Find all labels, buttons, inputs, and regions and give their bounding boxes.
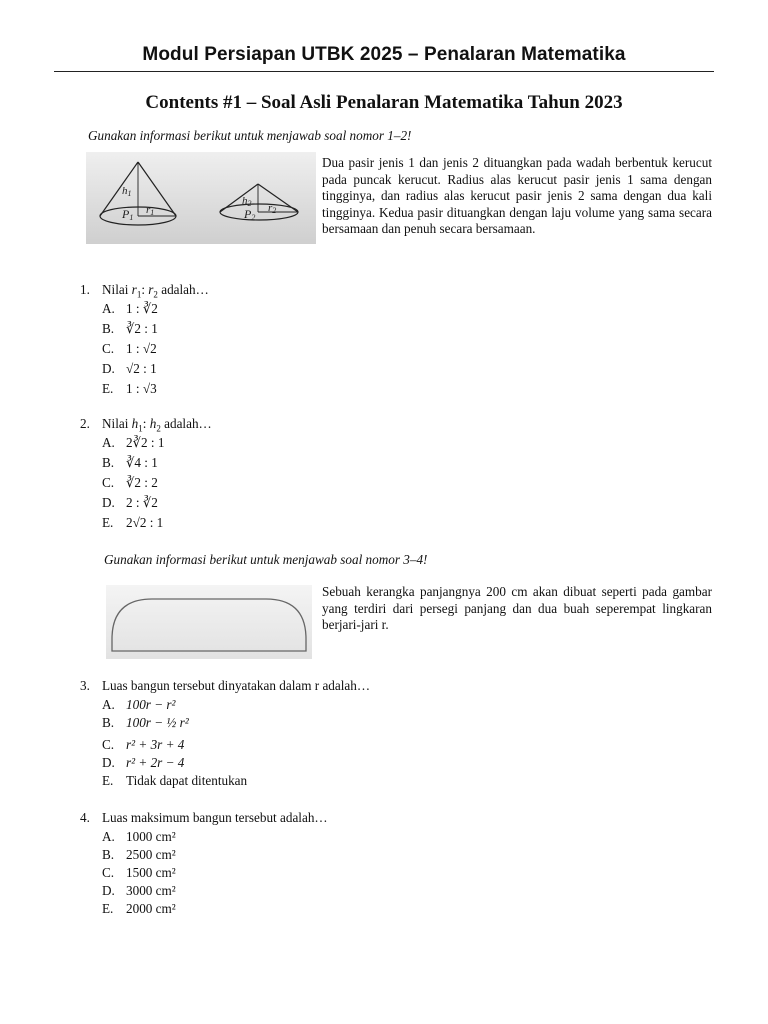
question-text: Luas maksimum bangun tersebut adalah…: [102, 810, 328, 825]
option-c: C. 1 : √2: [102, 341, 157, 356]
question-text: Nilai $r_1$: $r_2$ adalah…: [102, 282, 209, 300]
label-h1: h1: [122, 185, 132, 198]
option-b: B. ∛4 : 1: [102, 455, 158, 470]
label-p2: P2: [244, 207, 256, 222]
question-3: [80, 678, 680, 791]
option-d: D. r² + 2r − 4: [102, 755, 185, 770]
option-e: E. 2√2 : 1: [102, 515, 164, 530]
label-r2: r2: [268, 202, 277, 215]
option-e: E. 1 : √3: [102, 381, 157, 396]
question-number: 2.: [80, 416, 90, 431]
option-a: A. 100r − r²: [102, 697, 176, 712]
question-2: [80, 416, 680, 535]
question-4: [80, 810, 680, 919]
instruction-3-4: Gunakan informasi berikut untuk menjawab soal nomor 3–4!: [104, 552, 428, 567]
module-header: Modul Persiapan UTBK 2025 – Penalaran Matematika: [142, 44, 626, 65]
label-h2: h2: [242, 195, 252, 208]
question-number: 4.: [80, 810, 90, 825]
option-a: A. 1 : ∛2: [102, 301, 158, 316]
question-text: Nilai $h_1$: $h_2$ adalah…: [102, 416, 212, 434]
option-d: D. 3000 cm²: [102, 883, 176, 898]
option-a: A. 2∛2 : 1: [102, 435, 165, 450]
option-a: A. 1000 cm²: [102, 829, 176, 844]
option-e: E. 2000 cm²: [102, 901, 176, 916]
question-number: 3.: [80, 678, 90, 693]
option-d: D. 2 : ∛2: [102, 495, 158, 510]
label-r1: r1: [146, 204, 155, 217]
option-c: C. ∛2 : 2: [102, 475, 158, 490]
label-p1: P1: [122, 207, 134, 222]
option-c: C. r² + 3r + 4: [102, 737, 185, 752]
option-b: B. 100r − ½ r²: [102, 715, 189, 730]
instruction-1-2: Gunakan informasi berikut untuk menjawab soal nomor 1–2!: [88, 128, 412, 143]
cones-diagram: [86, 152, 316, 244]
option-d: D. √2 : 1: [102, 361, 157, 376]
contents-title: Contents #1 – Soal Asli Penalaran Matematika Tahun 2023: [145, 92, 623, 113]
cones-figure: [86, 152, 316, 244]
header-divider: [54, 71, 714, 72]
frame-diagram: [106, 585, 312, 659]
question-1: [80, 282, 680, 401]
question-text: Luas bangun tersebut dinyatakan dalam r adalah…: [102, 678, 371, 693]
option-b: B. 2500 cm²: [102, 847, 176, 862]
frame-figure: [106, 585, 312, 659]
option-b: B. ∛2 : 1: [102, 321, 158, 336]
option-e: E. Tidak dapat ditentukan: [102, 773, 248, 788]
question-number: 1.: [80, 282, 90, 297]
passage-1-2: Dua pasir jenis 1 dan jenis 2 dituangkan pada wadah berbentuk kerucut pada puncak kerucut. Radius alas kerucut pasir jenis 1 sama dengan tingginya, dan radius alas kerucut pasir jenis 2 sama dengan dua kali tingginya. Kedua pasir dituangkan dengan laju volume yang sama secara bersamaan dan penuh secara bersamaan.: [322, 155, 712, 237]
passage-3-4: Sebuah kerangka panjangnya 200 cm akan dibuat seperti pada gambar yang terdiri dari persegi panjang dan dua buah seperempat lingkaran berjari-jari r.: [322, 584, 712, 633]
option-c: C. 1500 cm²: [102, 865, 176, 880]
